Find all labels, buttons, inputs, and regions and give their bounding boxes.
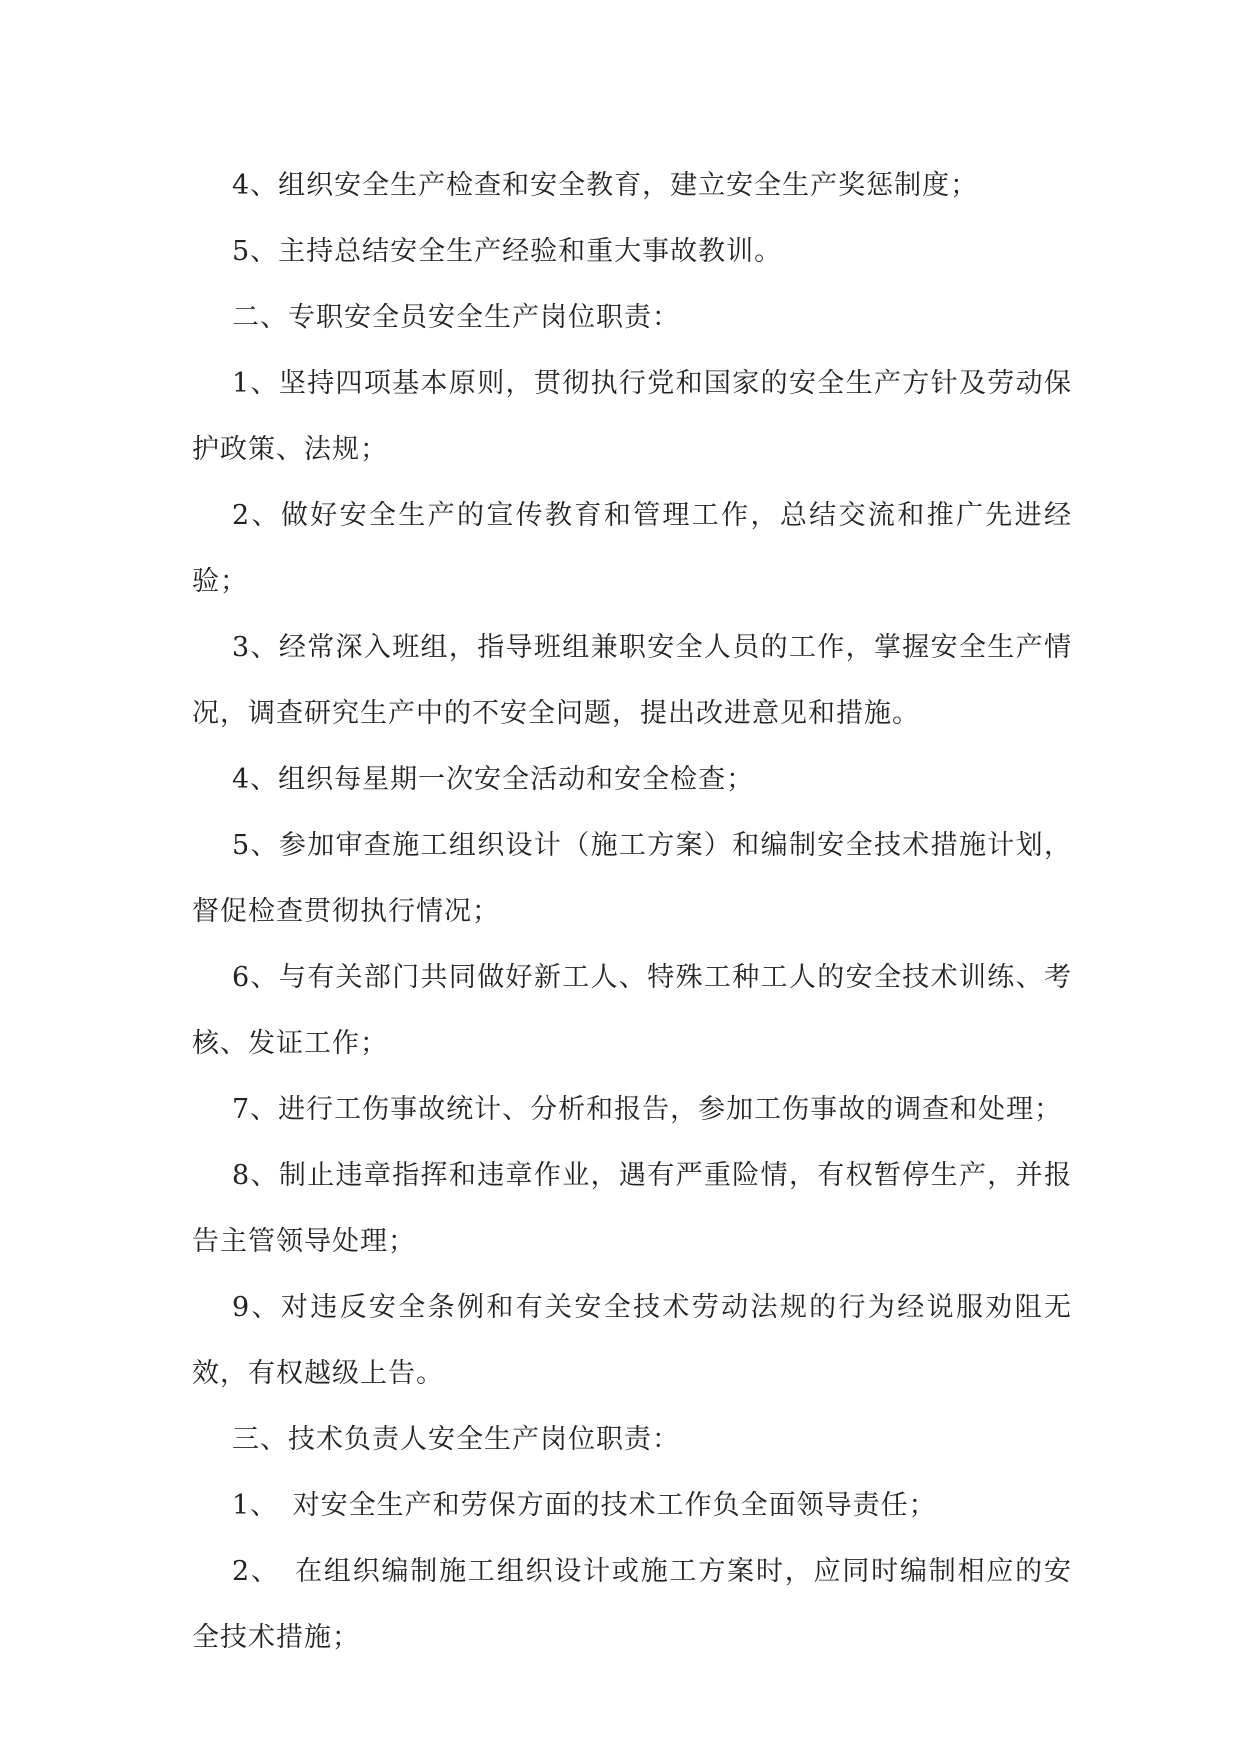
paragraph-7: 5、参加审查施工组织设计（施工方案）和编制安全技术措施计划，督促检查贯彻执行情况； xyxy=(192,830,1072,927)
document-body xyxy=(192,153,1072,1671)
paragraph-4: 2、做好安全生产的宣传教育和管理工作，总结交流和推广先进经验； xyxy=(192,500,1072,597)
paragraph-1: 4、组织安全生产检查和安全教育，建立安全生产奖惩制度； xyxy=(232,170,979,201)
paragraph-12: 1、 对安全生产和劳保方面的技术工作负全面领导责任； xyxy=(232,1490,937,1521)
paragraph-2: 5、主持总结安全生产经验和重大事故教训。 xyxy=(232,236,783,267)
paragraph-10: 8、制止违章指挥和违章作业，遇有严重险情，有权暂停生产，并报告主管领导处理； xyxy=(192,1160,1072,1257)
paragraph-9: 7、进行工伤事故统计、分析和报告，参加工伤事故的调查和处理； xyxy=(232,1094,1063,1125)
paragraph-6: 4、组织每星期一次安全活动和安全检查； xyxy=(232,764,755,795)
paragraph-11: 9、对违反安全条例和有关安全技术劳动法规的行为经说服劝阻无效，有权越级上告。 xyxy=(192,1292,1072,1389)
section-heading-2: 二、专职安全员安全生产岗位职责： xyxy=(232,302,680,333)
paragraph-3: 1、坚持四项基本原则，贯彻执行党和国家的安全生产方针及劳动保护政策、法规； xyxy=(192,368,1072,465)
paragraph-5: 3、经常深入班组，指导班组兼职安全人员的工作，掌握安全生产情况，调查研究生产中的不安全问题，提出改进意见和措施。 xyxy=(192,632,1072,729)
section-heading-3: 三、技术负责人安全生产岗位职责： xyxy=(232,1424,680,1455)
paragraph-13: 2、 在组织编制施工组织设计或施工方案时，应同时编制相应的安全技术措施； xyxy=(192,1556,1072,1653)
paragraph-8: 6、与有关部门共同做好新工人、特殊工种工人的安全技术训练、考核、发证工作； xyxy=(192,962,1072,1059)
